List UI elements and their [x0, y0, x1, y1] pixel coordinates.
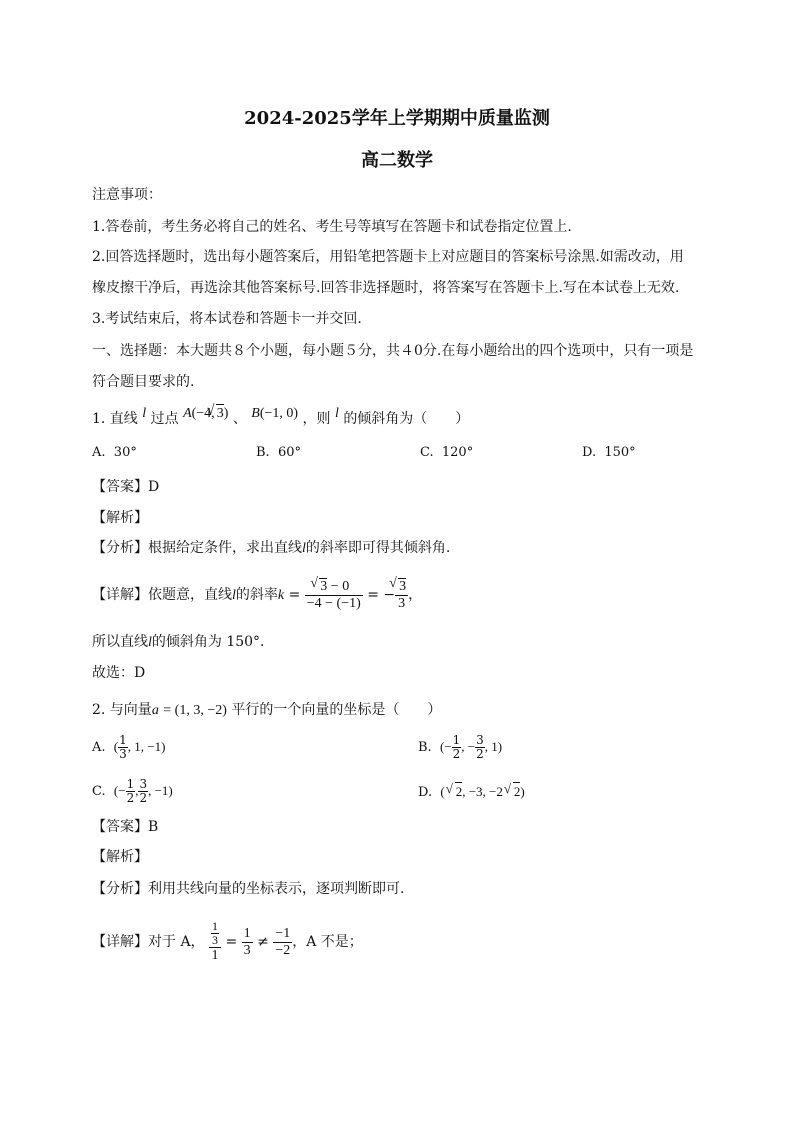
q1-a-sqrt: √ 3 [216, 404, 224, 423]
q1-prefix: 1. 直线 [92, 411, 138, 427]
q1-conclusion [92, 633, 274, 652]
q2-b-frac2 [475, 734, 485, 761]
q2-c-d1: 2 [126, 791, 135, 805]
q1-a-open: (−4, [191, 406, 215, 421]
q2-inner-fraction [211, 920, 219, 947]
q2-inner-num: 1 [212, 919, 219, 933]
q2-vector-coords: = (1, 3, −2) [163, 703, 227, 718]
q1-sep: 、 [232, 411, 247, 427]
q1-point-a [183, 406, 228, 421]
q2-option-a [92, 734, 165, 761]
q2-outer-den: 1 [211, 948, 219, 963]
q2-inner-den: 3 [212, 933, 219, 947]
q1-conclusion-b: 的倾斜角为 150°． [151, 634, 275, 650]
q2-b-n2: 3 [476, 733, 484, 747]
q1-conclusion-a: 所以直线 [92, 634, 148, 650]
q2-d-close: ) [520, 784, 525, 799]
q1-conclusion-l: l [148, 635, 152, 650]
q2-a-num: 1 [119, 733, 127, 747]
q1-detail-a: 依题意，直线 [148, 587, 232, 603]
section-heading-line1: 一、选择题：本大题共８个小题，每小题５分，共４0分.在每小题给出的四个选项中，只有一项是 [92, 343, 694, 359]
q1-frac2-den: 3 [398, 596, 406, 611]
q2-detail-label: 【详解】 [92, 934, 148, 950]
q1-option-a [92, 444, 137, 462]
q2-b-d1: 2 [452, 747, 461, 761]
q2-a-frac [118, 734, 128, 761]
q2-b-n1: 1 [452, 733, 461, 747]
q1-line-var-2: l [334, 406, 339, 421]
q2-c-n2: 3 [139, 777, 148, 791]
q1-frac1-num-rest: − 0 [327, 579, 350, 594]
notice-item-2b: 橡皮擦干净后，再选涂其他答案标号.回答非选择题时，将答案写在答题卡上.写在本试卷上无效. [92, 280, 680, 296]
q2-option-b-label: B. [418, 740, 432, 755]
q1-option-c [420, 444, 473, 462]
q1-k: k [277, 588, 285, 603]
q2-eq: = [225, 934, 238, 950]
q2-option-c-label: C. [92, 784, 106, 799]
notice-item-2a: 2.回答选择题时，选出每小题答案后，用铅笔把答题卡上对应题目的答案标号涂黑.如需改动，用 [92, 249, 684, 265]
q2-tail: 平行的一个向量的坐标是（ ） [231, 702, 442, 718]
q2-b-rest: , 1) [484, 739, 503, 754]
q1-detail [92, 578, 422, 612]
q1-frac1-den: −4 − (−1) [306, 596, 361, 611]
q2-compound-fraction [209, 920, 221, 964]
q1-b-coord: (−1, 0) [259, 406, 299, 421]
q2-f2-num: 1 [243, 925, 251, 941]
q2-option-d [418, 782, 525, 802]
q2-b-mid: , − [461, 739, 476, 754]
q2-frac3 [273, 926, 292, 959]
q1-option-a-label: A. [92, 445, 106, 460]
q1-option-c-value: 120° [441, 445, 474, 460]
q1-option-b-label: B. [256, 445, 270, 460]
q2-neq: ≠ [257, 934, 269, 950]
q2-c-open: (− [113, 783, 126, 798]
q1-tail: 的倾斜角为（ ） [343, 411, 470, 427]
q2-b-frac1 [452, 734, 462, 761]
q2-d-mid: , −3, −2 [462, 784, 503, 799]
q2-option-c [92, 778, 173, 805]
q2-detail [92, 920, 363, 964]
q2-b-d2: 2 [476, 747, 484, 761]
q2-stem [92, 701, 441, 720]
q1-analysis-heading: 【解析】 [92, 510, 148, 526]
notice-heading: 注意事项： [92, 187, 162, 203]
q1-stem [92, 406, 470, 429]
notice-item-1: 1.答卷前，考生务必将自己的姓名、考生号等填写在答题卡和试卷指定位置上. [92, 219, 572, 235]
q1-frac1-sqrt: √ 3 [319, 578, 327, 595]
q2-a-rest: , 1, −1) [127, 739, 166, 754]
q1-option-b [256, 444, 301, 462]
q1-slope-fraction [305, 578, 363, 612]
q2-detail-a: 对于 A， [148, 934, 205, 950]
section-heading-line2: 符合题目要求的. [92, 374, 195, 390]
q1-comma: ， [408, 587, 423, 603]
q1-analysis-label: 【分析】 [92, 540, 148, 556]
q2-c-mid: , [135, 783, 139, 798]
exam-subject: 高二数学 [361, 150, 433, 171]
q1-b-label: B [251, 406, 260, 421]
q2-c-rest: , −1) [148, 783, 173, 798]
q1-frac2-sqrt: √ 3 [398, 578, 406, 595]
q1-option-a-value: 30° [113, 445, 137, 460]
q1-a-label: A [183, 406, 192, 421]
q2-c-frac1 [126, 777, 139, 805]
q2-detail-b: ，A 不是； [292, 934, 363, 950]
q2-d-sqrt2: √ 2 [513, 782, 521, 801]
q2-analysis-text: 利用共线向量的坐标表示，逐项判断即可. [148, 881, 405, 897]
q1-analysis-a: 根据给定条件，求出直线 [148, 540, 302, 556]
q2-c-d2: 2 [139, 791, 148, 805]
q1-detail-label: 【详解】 [92, 587, 148, 603]
q1-result-fraction [395, 578, 408, 612]
q1-then: ，则 [302, 411, 331, 427]
q2-d-open: ( [440, 784, 445, 799]
q2-option-d-label: D. [418, 785, 433, 800]
q2-analysis-label: 【分析】 [92, 881, 148, 897]
q2-prefix: 2. 与向量 [92, 702, 152, 718]
q1-analysis [92, 539, 450, 558]
q2-f3-den: −2 [275, 942, 291, 958]
q1-line-var: l [142, 406, 147, 421]
q1-choose: 故选：D [92, 665, 146, 681]
q2-frac2 [242, 926, 253, 959]
q2-option-b [418, 734, 502, 761]
q2-a-open: ( [113, 739, 119, 754]
q1-eq2: = − [367, 587, 396, 603]
q2-f3-num: −1 [275, 925, 291, 941]
q1-option-d-value: 150° [604, 445, 636, 460]
q1-option-b-value: 60° [277, 445, 301, 460]
q1-passes: 过点 [150, 411, 179, 427]
q2-option-a-label: A. [92, 740, 106, 755]
q2-b-open: (− [439, 739, 452, 754]
q2-c-frac2 [138, 778, 148, 805]
q1-eq: = [288, 587, 301, 603]
q1-analysis-b: 的斜率即可得其倾斜角. [305, 540, 451, 556]
q2-a-den: 3 [119, 747, 127, 761]
q1-detail-l: l [232, 588, 236, 603]
q2-d-sqrt1: √ 2 [455, 782, 463, 801]
q1-answer: 【答案】D [92, 479, 160, 495]
q1-detail-b: 的斜率 [235, 587, 278, 603]
q2-f2-den: 3 [243, 942, 251, 958]
q1-option-c-label: C. [420, 445, 434, 460]
q1-analysis-l: l [302, 541, 306, 556]
q2-analysis [92, 880, 404, 898]
q1-point-b [251, 406, 298, 421]
q2-vector-a: a [151, 703, 159, 718]
q1-a-close: ) [223, 406, 229, 421]
exam-title: 2024-2025学年上学期期中质量监测 [244, 108, 550, 129]
q1-option-d [582, 444, 636, 462]
notice-item-3: 3.考试结束后，将本试卷和答题卡一并交回. [92, 311, 362, 327]
q2-answer: 【答案】B [92, 819, 159, 835]
q1-option-d-label: D. [582, 445, 597, 460]
q2-analysis-heading: 【解析】 [92, 849, 148, 865]
q2-c-n1: 1 [126, 777, 135, 791]
